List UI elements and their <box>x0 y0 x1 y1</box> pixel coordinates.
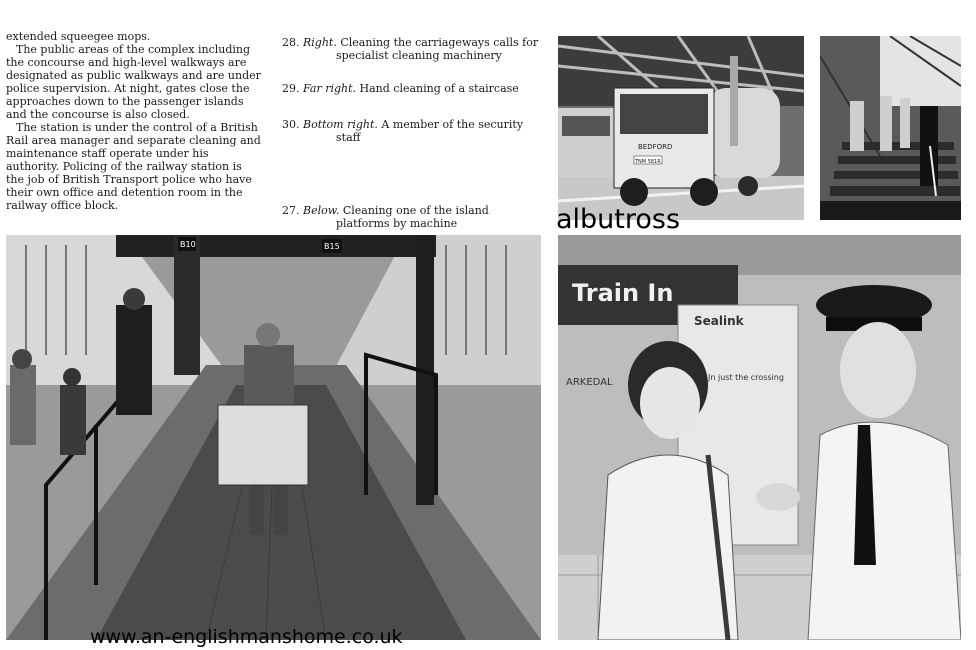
ark-sign: ARKEDAL <box>566 377 613 388</box>
photo-cleaning-vehicle <box>558 36 804 220</box>
caption-27-number: 27. <box>282 204 300 217</box>
crossing-sign: Jn just the crossing <box>708 373 784 382</box>
caption-29 <box>282 82 544 95</box>
caption-30-number: 30. <box>282 118 300 131</box>
caption-27-text: Cleaning one of the island platforms by machine <box>336 204 489 230</box>
caption-30-text: A member of the security staff <box>336 118 524 144</box>
cleaning-vehicle-illustration <box>558 36 804 220</box>
caption-29-label: Far right. <box>303 82 357 95</box>
train-info-sign: Train In <box>572 279 674 307</box>
photo-staircase <box>820 36 961 220</box>
caption-29-number: 29. <box>282 82 300 95</box>
security-staff-illustration <box>558 235 961 640</box>
article-body-text <box>6 30 262 212</box>
photo-security-staff <box>558 235 961 640</box>
staircase-illustration <box>820 36 961 220</box>
platform-illustration <box>6 235 541 640</box>
paragraph-1: extended squeegee mops. <box>6 30 151 43</box>
vehicle-plate: TNM 581R <box>635 159 661 165</box>
caption-27 <box>282 204 544 230</box>
caption-28-number: 28. <box>282 36 300 49</box>
platform-sign-b15: B15 <box>324 242 340 251</box>
caption-27-label: Below. <box>303 204 340 217</box>
caption-28 <box>282 36 544 62</box>
caption-29-text: Hand cleaning of a staircase <box>359 82 519 95</box>
paragraph-3: The station is under the control of a British Rail area manager and separate cleaning and maintenance staff operate under his authority. Policing of the railway station is the job of British Transport police who have their own office and detention room in the railway office block. <box>6 121 261 212</box>
platform-sign-b10: B10 <box>180 240 196 249</box>
vehicle-brand: BEDFORD <box>638 143 673 151</box>
sealink-sign: Sealink <box>694 314 744 328</box>
photo-platform-cleaning <box>6 235 541 640</box>
watermark-name: albutross <box>556 204 681 235</box>
caption-28-text: Cleaning the carriageways calls for specialist cleaning machinery <box>336 36 539 62</box>
caption-28-label: Right. <box>303 36 337 49</box>
watermark-url: www.an-englishmanshome.co.uk <box>90 626 403 648</box>
caption-30 <box>282 118 544 144</box>
paragraph-2: The public areas of the complex including the concourse and high-level walkways are designated as public walkways and are under police supervision. At night, gates close the approaches down to the passenger islands and the concourse is also closed. <box>6 43 261 121</box>
caption-30-label: Bottom right. <box>303 118 378 131</box>
